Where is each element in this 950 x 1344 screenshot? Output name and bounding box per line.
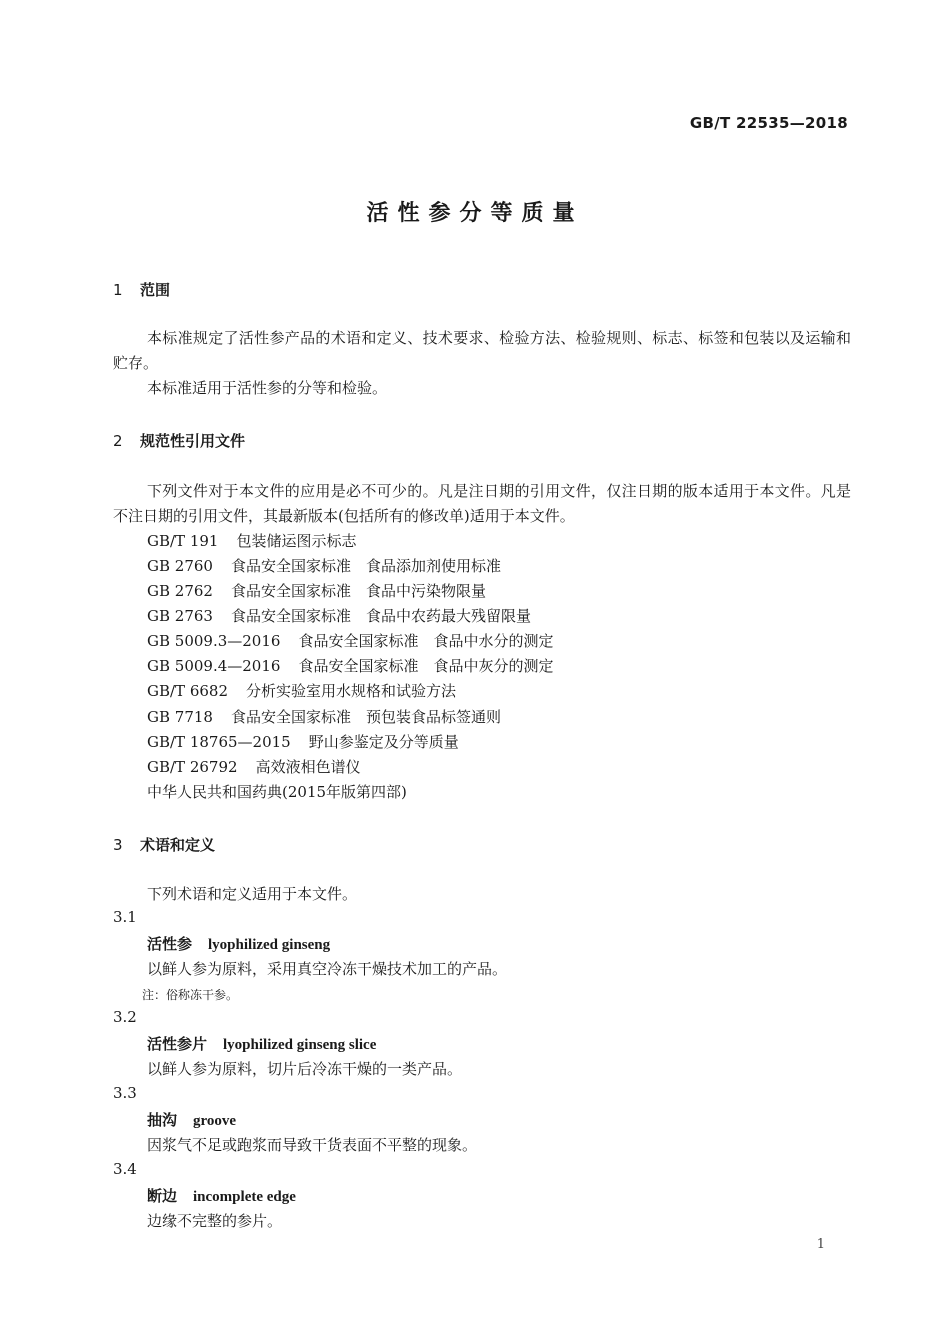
reference-item — [147, 755, 361, 780]
reference-code: GB/T 26792 — [147, 758, 238, 776]
section-3-heading — [113, 834, 215, 855]
reference-item — [147, 579, 486, 604]
reference-title: 食品安全国家标准 食品中污染物限量 — [230, 582, 486, 600]
reference-code: GB/T 191 — [147, 532, 219, 550]
reference-title: 食品安全国家标准 食品添加剂使用标准 — [230, 557, 501, 575]
reference-item — [147, 679, 456, 704]
document-code: GB/T 22535—2018 — [689, 114, 848, 132]
section-title: 术语和定义 — [140, 836, 216, 854]
reference-title: 食品安全国家标准 食品中农药最大残留限量 — [230, 607, 531, 625]
reference-code: GB/T 6682 — [147, 682, 229, 700]
reference-item — [147, 529, 356, 554]
reference-title: 包装储运图示标志 — [236, 532, 357, 550]
reference-item — [147, 554, 501, 579]
term-zh: 活性参片 — [147, 1035, 208, 1053]
term-en: groove — [193, 1113, 237, 1129]
reference-code: GB 2763 — [147, 607, 213, 625]
document-title: 活性参分等质量 — [366, 201, 584, 226]
term-zh: 抽沟 — [147, 1111, 178, 1129]
reference-code: GB 7718 — [147, 708, 213, 726]
section-number: 3 — [113, 836, 123, 854]
section-1-heading — [113, 279, 170, 300]
reference-code: GB 5009.4—2016 — [147, 657, 281, 675]
reference-title: 分析实验室用水规格和试验方法 — [246, 682, 457, 700]
reference-item — [147, 629, 553, 654]
term-number: 3.1 — [113, 908, 137, 926]
section-title: 规范性引用文件 — [140, 432, 246, 450]
term-zh: 断边 — [147, 1187, 178, 1205]
reference-item — [147, 654, 553, 679]
section-2-intro: 下列文件对于本文件的应用是必不可少的。凡是注日期的引用文件，仅注日期的版本适用于本文件。凡是不注日期的引用文件，其最新版本(包括所有的修改单)适用于本文件。 — [113, 482, 851, 525]
term-en: lyophilized ginseng — [208, 937, 331, 953]
reference-title: 食品安全国家标准 预包装食品标签通则 — [230, 708, 501, 726]
reference-title: 高效液相色谱仪 — [255, 758, 361, 776]
term-heading — [147, 1033, 376, 1054]
section-title: 范围 — [140, 281, 171, 299]
term-heading — [147, 1185, 296, 1206]
reference-title: 食品安全国家标准 食品中水分的测定 — [298, 632, 554, 650]
term-definition: 以鲜人参为原料，切片后冷冻干燥的一类产品。 — [147, 1060, 463, 1078]
reference-item — [147, 730, 459, 755]
reference-code: GB 2760 — [147, 557, 213, 575]
term-definition: 因浆气不足或跑浆而导致干货表面不平整的现象。 — [147, 1136, 478, 1154]
section-1-paragraph-1: 本标准规定了活性参产品的术语和定义、技术要求、检验方法、检验规则、标志、标签和包装以及运输和贮存。 — [113, 329, 851, 372]
term-definition: 边缘不完整的参片。 — [147, 1212, 283, 1230]
section-2-heading — [113, 430, 245, 451]
section-3-intro: 下列术语和定义适用于本文件。 — [147, 885, 358, 903]
reference-item — [147, 705, 501, 730]
reference-item-pharmacopoeia: 中华人民共和国药典(2015年版第四部) — [147, 783, 407, 801]
term-heading — [147, 933, 330, 954]
term-number: 3.3 — [113, 1084, 137, 1102]
term-en: incomplete edge — [193, 1189, 296, 1205]
reference-code: GB 5009.3—2016 — [147, 632, 281, 650]
reference-code: GB 2762 — [147, 582, 213, 600]
section-number: 1 — [113, 281, 123, 299]
term-definition: 以鲜人参为原料，采用真空冷冻干燥技术加工的产品。 — [147, 960, 508, 978]
term-number: 3.4 — [113, 1160, 137, 1178]
term-zh: 活性参 — [147, 935, 193, 953]
term-heading — [147, 1109, 236, 1130]
term-en: lyophilized ginseng slice — [223, 1037, 377, 1053]
section-1-paragraph-2: 本标准适用于活性参的分等和检验。 — [147, 379, 388, 397]
section-number: 2 — [113, 432, 123, 450]
reference-title: 野山参鉴定及分等质量 — [308, 733, 459, 751]
term-note: 注：俗称冻干参。 — [142, 988, 239, 1002]
reference-code: GB/T 18765—2015 — [147, 733, 291, 751]
reference-item — [147, 604, 531, 629]
term-number: 3.2 — [113, 1008, 137, 1026]
page-number: 1 — [816, 1237, 825, 1252]
reference-title: 食品安全国家标准 食品中灰分的测定 — [298, 657, 554, 675]
